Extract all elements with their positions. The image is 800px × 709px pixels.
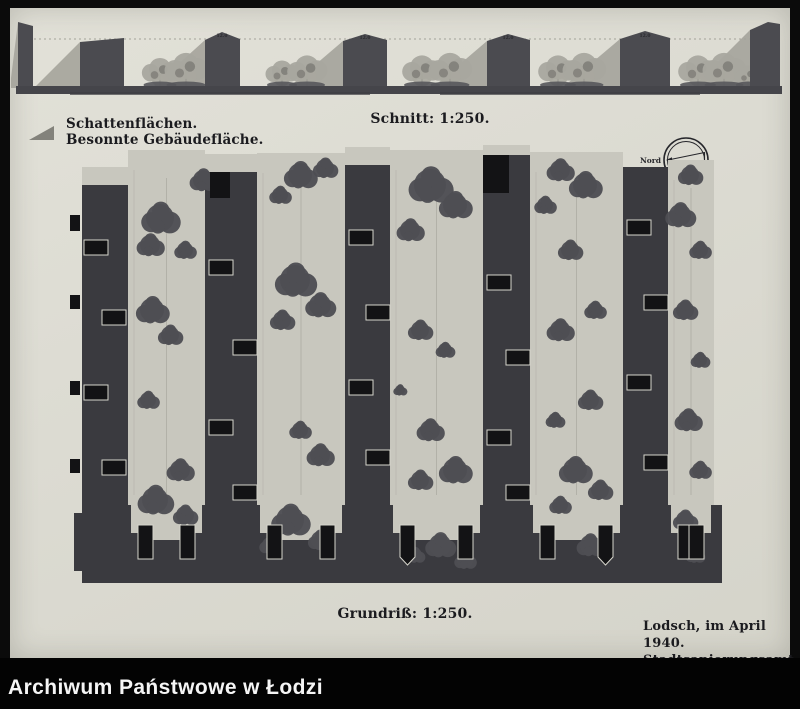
archive-name: Archiwum Państwowe w Łodzi	[8, 676, 323, 699]
roof-height-labels	[217, 33, 651, 41]
plan-courtyards	[82, 145, 714, 507]
section-ground-line	[16, 86, 782, 95]
roof-height-label: 12.0	[359, 36, 371, 41]
roof-height-label: 12.0	[639, 34, 651, 39]
section-drawing	[10, 8, 790, 108]
archive-watermark-bar	[0, 658, 800, 709]
plan-scale-label: Grundriß: 1:250.	[337, 606, 473, 622]
roof-height-label: 12.0	[502, 36, 514, 41]
drawing-sheet	[10, 8, 790, 658]
legend-sunlit-label: Besonnte Gebäudefläche.	[66, 132, 264, 148]
section-scale-label: Schnitt: 1:250.	[370, 111, 490, 127]
signature-place-date: Lodsch, im April 1940.	[643, 619, 766, 651]
shadow-wedge-icon	[28, 124, 56, 142]
roof-height-label: 12.0	[216, 34, 228, 39]
legend-shadow-label: Schattenflächen.	[66, 116, 198, 132]
section-buildings	[18, 22, 780, 88]
north-label: Nord	[640, 156, 661, 165]
site-plan-drawing	[70, 145, 730, 595]
